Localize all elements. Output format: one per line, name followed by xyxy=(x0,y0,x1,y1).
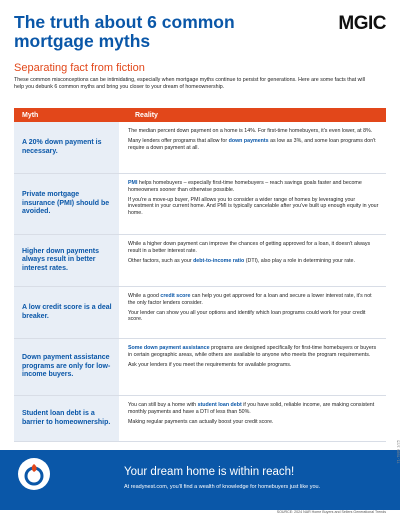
column-header-reality: Reality xyxy=(135,111,158,119)
reality-text: If you're a move-up buyer, PMI allows you to consider a wider range of homes by leveraging your investment in your current home. And PMI is typically cancelable after you've built up enough equity in your home. xyxy=(128,196,379,216)
intro-paragraph: These common misconceptions can be intimidating, especially when mortgage myths continue to persist for generations. Here are some facts that will help you debunk 6 common myths and bring you closer to your dream of homeownership. xyxy=(14,77,365,90)
page-title: The truth about 6 common mortgage myths xyxy=(14,12,235,51)
reality-cell xyxy=(119,339,386,395)
reality-text: Ask your lenders if you meet the requirements for available programs. xyxy=(128,361,292,368)
footer-text: At readynest.com, you'll find a wealth of knowledge for homebuyers just like you. xyxy=(124,484,321,490)
myth-cell: Higher down payments always result in better interest rates. xyxy=(14,235,119,286)
reality-text: Some down payment assistance programs are designed specifically for first-time homebuyers or buyers in certain geographic areas, while others are available to anyone who meets the program requirements. xyxy=(128,345,377,358)
header xyxy=(14,13,314,51)
myth-reality-table xyxy=(14,108,386,442)
table-row xyxy=(14,122,386,174)
table-row xyxy=(14,287,386,339)
myth-cell: Down payment assistance programs are only for low-income buyers. xyxy=(14,339,119,395)
myth-cell: A 20% down payment is necessary. xyxy=(14,122,119,173)
reality-text: Many lenders offer programs that allow for down payments as low as 3%, and some loan programs don't require a down payment at all. xyxy=(128,138,376,151)
credit-score-link[interactable]: credit score xyxy=(160,293,191,299)
reality-text: Making regular payments can actually boost your credit score. xyxy=(128,418,274,425)
reality-text: Your lender can show you all your options and identify which loan programs could work for your credit score. xyxy=(128,309,366,323)
reality-text: Other factors, such as your debt-to-income ratio (DTI), also play a role in determining your rate. xyxy=(128,257,355,264)
student-loan-debt-link[interactable]: student loan debt xyxy=(197,402,242,408)
column-header-myth: Myth xyxy=(22,111,39,119)
myth-cell: Private mortgage insurance (PMI) should be avoided. xyxy=(14,174,119,234)
pmi-link[interactable]: PMI xyxy=(128,180,138,186)
down-payments-link[interactable]: down payments xyxy=(228,138,269,145)
reality-cell xyxy=(119,174,386,234)
dti-link[interactable]: debt-to-income ratio xyxy=(193,257,245,264)
reality-text: While a good credit score can help you get approved for a loan and secure a lower interest rate, it's not the only factor lenders consider. xyxy=(128,293,372,306)
table-row xyxy=(14,235,386,287)
page-subtitle: Separating fact from fiction xyxy=(14,62,145,74)
footer-headline: Your dream home is within reach! xyxy=(124,466,295,478)
myth-cell: Student loan debt is a barrier to homeownership. xyxy=(14,396,119,441)
chevron-right-icon xyxy=(119,108,129,122)
mgic-logo: MGIC xyxy=(338,13,386,34)
document-code: 71-7889 1/25 xyxy=(396,440,401,464)
reality-cell xyxy=(119,287,386,338)
reality-text: You can still buy a home with student loan debt if you have solid, reliable income, are making consistent monthly payments and have a DTI of less than 50%. xyxy=(128,402,375,415)
reality-cell xyxy=(119,122,386,173)
reality-cell xyxy=(119,396,386,441)
footer-banner xyxy=(0,450,400,510)
readynest-logo-icon xyxy=(18,458,50,490)
reality-cell xyxy=(119,235,386,286)
source-note: SOURCE: 2024 NAR Home Buyers and Sellers Generational Trends xyxy=(276,510,386,514)
down-payment-assistance-link[interactable]: Some down payment assistance xyxy=(128,345,210,351)
table-row xyxy=(14,174,386,235)
table-header xyxy=(14,108,386,122)
table-row xyxy=(14,396,386,442)
reality-text: The median percent down payment on a home is 14%. For first-time homebuyers, it's even lower, at 8%. xyxy=(128,128,373,134)
reality-text: PMI helps homebuyers – especially first-time homebuyers – reach savings goals faster and become homeowners sooner than otherwise possible. xyxy=(128,180,362,193)
reality-text: While a higher down payment can improve the chances of getting approved for a loan, it doesn't always result in a better interest rate. xyxy=(128,241,371,254)
myth-cell: A low credit score is a deal breaker. xyxy=(14,287,119,338)
table-row xyxy=(14,339,386,396)
